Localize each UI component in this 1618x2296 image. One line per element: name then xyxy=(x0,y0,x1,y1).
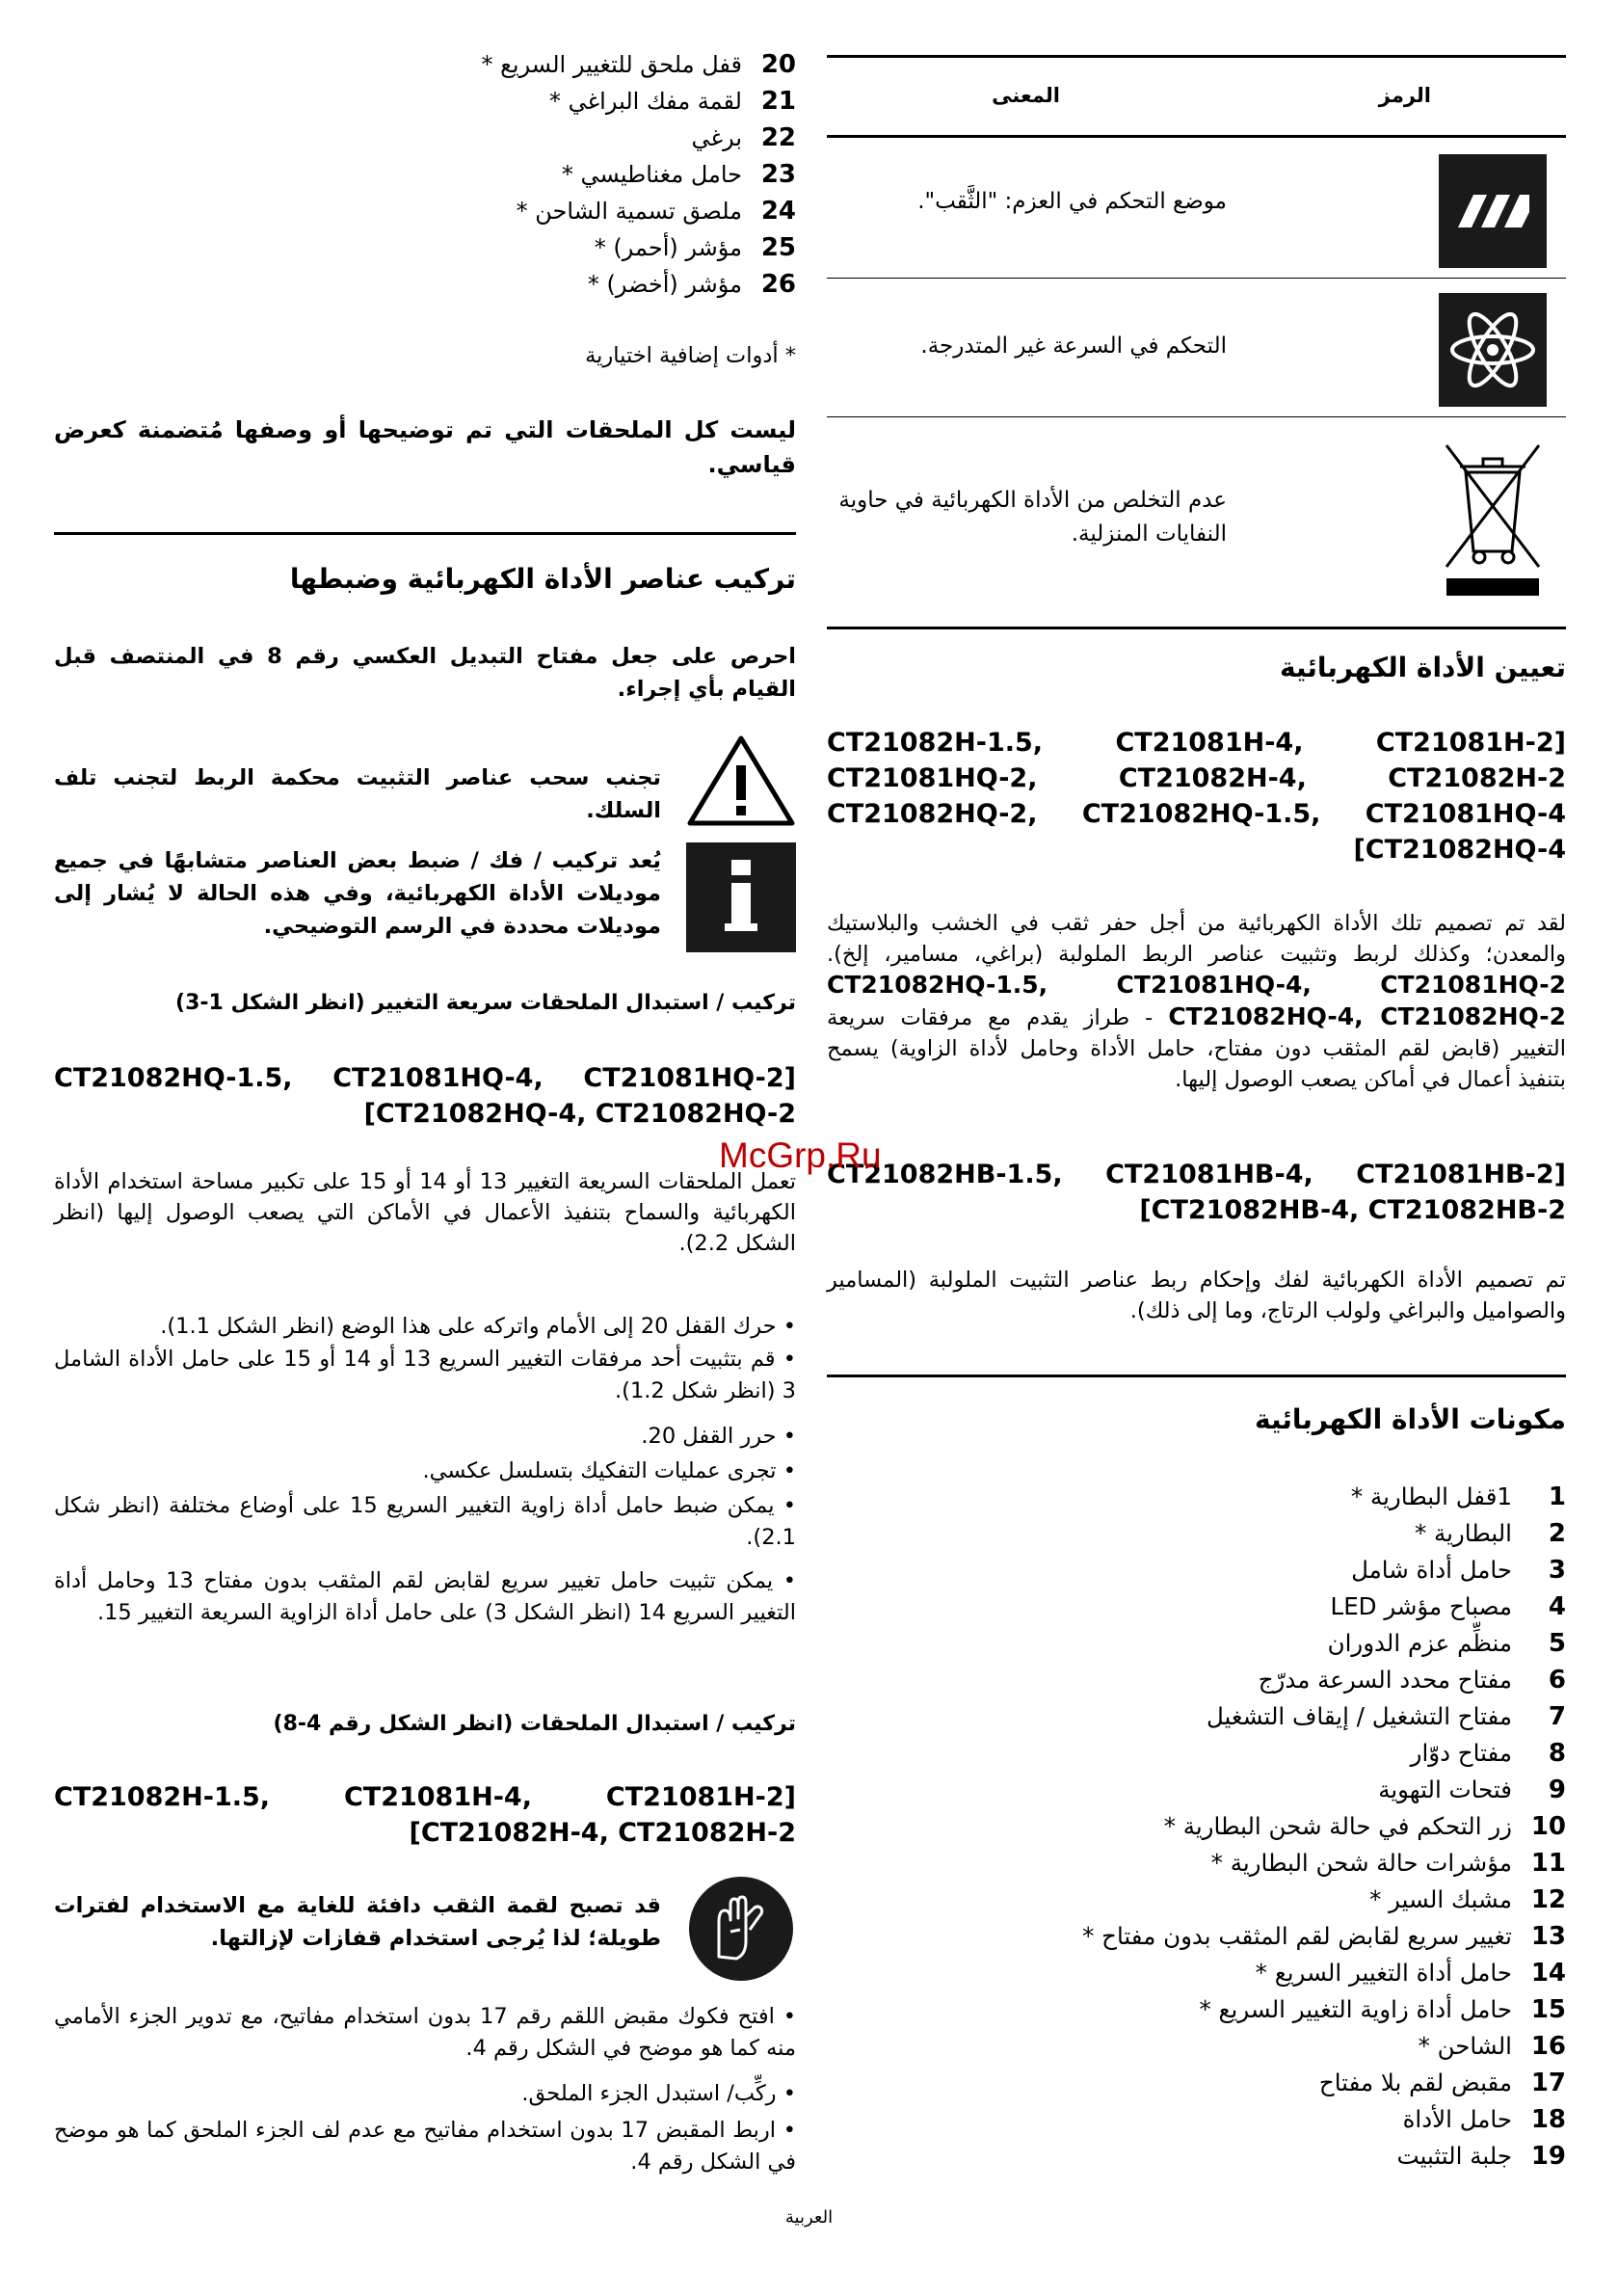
list-item xyxy=(595,233,796,262)
model-code: CT21082HB-1.5, xyxy=(827,1160,1063,1189)
bullet-text: اربط المقبض 17 بدون استخدام مفاتيح مع عدم لف الجزء الملحق كما هو موضح في الشكل رقم 4. xyxy=(54,2118,796,2175)
warning-triangle-icon xyxy=(686,733,796,842)
designation-heading: تعيين الأداة الكهربائية xyxy=(1279,652,1566,683)
weee-bin-icon xyxy=(1439,438,1547,601)
item-label: لقمة مفك البراغي * xyxy=(549,88,742,115)
model-code: CT21081H-4, xyxy=(343,1782,532,1812)
item-number: 13 xyxy=(1530,1922,1566,1951)
list-item xyxy=(562,160,796,189)
item-label: مؤشر (أحمر) * xyxy=(594,234,742,261)
row-rule xyxy=(827,416,1566,417)
model-row xyxy=(827,761,1566,796)
item-number: 6 xyxy=(1548,1666,1566,1695)
symbol-row xyxy=(827,418,1566,611)
model-code: CT21082HQ-1.5, xyxy=(1081,799,1321,829)
model-code: [CT21082HQ-4 xyxy=(1353,835,1566,865)
bullet-text: حرر القفل 20. xyxy=(641,1424,777,1449)
item-number: 8 xyxy=(1548,1739,1566,1768)
designation-paragraph-2: تم تصميم الأداة الكهربائية لفك وإحكام ربط عناصر التثبيت الملولبة (المسامير والصواميل والبراغي ولولب الرتاج، وما إلى ذلك). xyxy=(827,1268,1566,1323)
gloves-icon xyxy=(686,1874,796,1984)
model-row xyxy=(827,1192,1566,1228)
symbol-row xyxy=(827,135,1566,280)
item-label: مؤشر (أخضر) * xyxy=(587,271,742,298)
model-code: CT21082H-4, xyxy=(1118,763,1307,793)
model-code: CT21081H-4, xyxy=(1115,728,1304,758)
model-row xyxy=(54,1779,796,1815)
list-item xyxy=(1351,1556,1566,1592)
item-label: مقبض لقم بلا مفتاح xyxy=(1318,2069,1512,2096)
components-heading: مكونات الأداة الكهربائية xyxy=(1254,1403,1566,1435)
assembly-heading: تركيب عناصر الأداة الكهربائية وضبطها xyxy=(289,563,796,595)
bullet-text: تجرى عمليات التفكيك بتسلسل عكسي. xyxy=(422,1458,777,1483)
item-label: تغيير سريع لقابض لقم المثقب بدون مفتاح * xyxy=(1082,1922,1512,1950)
model-code: CT21081HQ-2] xyxy=(583,1063,796,1093)
item-label: مؤشرات حالة شحن البطارية * xyxy=(1210,1849,1512,1877)
model-code: CT21081HQ-4, xyxy=(332,1063,544,1093)
list-item: • حرك القفل 20 إلى الأمام واتركه على هذا الوضع (انظر الشكل 1.1). xyxy=(160,1314,796,1339)
symbol-row xyxy=(827,280,1566,414)
model-row xyxy=(54,1096,796,1132)
subsection-heading-2: تركيب / استبدال الملحقات (انظر الشكل رقم 4-8) xyxy=(273,1712,796,1736)
variable-speed-icon xyxy=(1439,293,1547,407)
list-item xyxy=(1256,1959,1566,1995)
quick-change-paragraph: تعمل الملحقات السريعة التغيير 13 أو 14 أو 15 على تكبير مساحة استخدام الأداة الكهربائية والسماح بتنفيذ الأعمال في الأماكن التي يصعب الوصول إليها (انظر الشكل 2.2). xyxy=(54,1169,797,1256)
list-item: • ركِّب/ استبدل الجزء الملحق. xyxy=(521,2081,796,2106)
item-number: 9 xyxy=(1548,1775,1566,1804)
list-item xyxy=(1328,1629,1566,1666)
item-label: حامل مغناطيسي * xyxy=(561,161,742,188)
model-code: [CT21082HB-4, CT21082HB-2 xyxy=(1139,1195,1566,1225)
model-row xyxy=(827,725,1566,761)
model-list-3 xyxy=(54,1060,796,1132)
model-list-2 xyxy=(827,1157,1566,1228)
item-label: الشاحن * xyxy=(1418,2032,1512,2060)
list-item xyxy=(588,270,796,299)
list-item xyxy=(1164,1812,1566,1849)
item-number: 17 xyxy=(1530,2069,1566,2097)
model-code: CT21081HB-2] xyxy=(1356,1160,1566,1189)
page-footer-language: العربية xyxy=(784,2207,834,2228)
list-item xyxy=(1369,1885,1566,1922)
list-item xyxy=(1397,2142,1566,2178)
model-code: [CT21082HQ-4, CT21082HQ-2 xyxy=(363,1099,796,1129)
caution-text: تجنب سحب عناصر التثبيت محكمة الربط لتجنب تلف السلك. xyxy=(54,765,661,823)
model-code: CT21081HQ-2, xyxy=(827,763,1038,793)
model-code: CT21082H-2 xyxy=(1388,763,1566,793)
item-label: مصباح مؤشر LED xyxy=(1330,1592,1512,1620)
model-row xyxy=(54,1060,796,1096)
designation-paragraph-1 xyxy=(827,908,1566,1095)
list-item xyxy=(1199,1995,1566,2032)
model-row xyxy=(54,1815,796,1851)
item-label: حامل أداة زاوية التغيير السريع * xyxy=(1199,1995,1512,2023)
subsection-heading-1: تركيب / استبدال الملحقات سريعة التغيير (انظر الشكل 1-3) xyxy=(175,991,796,1015)
header-meaning: المعنى xyxy=(992,84,1060,107)
model-codes-inline: CT21082HQ-4, CT21082HQ-2 xyxy=(1168,1002,1566,1030)
list-item xyxy=(517,197,796,226)
list-item xyxy=(1331,1592,1566,1629)
item-number: 3 xyxy=(1548,1556,1566,1585)
item-number: 12 xyxy=(1530,1885,1566,1914)
list-item: • حرر القفل 20. xyxy=(641,1424,796,1449)
drill-mode-icon xyxy=(1439,154,1547,268)
bullet-text: يمكن تثبيت حامل تغيير سريع لقابض لقم المثقب بدون مفتاح 13 وحامل أداة التغيير السريع 14 (انظر الشكل 3) على حامل أداة الزاوية السريعة التغيير 15. xyxy=(54,1568,796,1625)
model-row xyxy=(827,832,1566,868)
symbol-meaning: التحكم في السرعة غير المتدرجة. xyxy=(920,334,1227,359)
model-row xyxy=(827,796,1566,832)
item-label: مفتاح محدد السرعة مدرّج xyxy=(1258,1666,1512,1694)
info-text: يُعد تركيب / فك / ضبط بعض العناصر متشابهًا في جميع موديلات الأداة الكهربائية، وفي هذه الحالة لا يُشار إلى موديلات محددة في الرسم التوضيحي. xyxy=(54,848,661,939)
item-label: البطارية * xyxy=(1414,1519,1512,1547)
item-label: مفتاح التشغيل / إيقاف التشغيل xyxy=(1206,1702,1512,1730)
bullet-text: افتح فكوك مقبض اللقم رقم 17 بدون استخدام مفاتيح، مع تدوير الجزء الأمامي منه كما هو موضح في الشكل رقم 4. xyxy=(54,2004,796,2061)
watermark-text: McGrp.Ru xyxy=(719,1135,882,1175)
list-item xyxy=(1351,1482,1566,1519)
bullet-text: حرك القفل 20 إلى الأمام واتركه على هذا الوضع (انظر الشكل 1.1). xyxy=(160,1314,777,1339)
paragraph-text: لقد تم تصميم تلك الأداة الكهربائية من أجل حفر ثقب في الخشب والبلاستيك والمعدن؛ وكذلك لربط وتثبيت عناصر الربط الملولبة (براغي، مسامير، إلخ). xyxy=(827,911,1566,967)
item-number: 7 xyxy=(1548,1702,1566,1731)
item-number: 5 xyxy=(1548,1629,1566,1658)
gloves-warning: قد تصبح لقمة الثقب دافئة للغاية مع الاستخدام لفترات طويلة؛ لذا يُرجى استخدام قفازات لإزالتها. xyxy=(54,1893,661,1951)
item-label: حامل أداة التغيير السريع * xyxy=(1255,1959,1512,1987)
symbol-meaning: عدم التخلص من الأداة الكهربائية في حاوية النفايات المنزلية. xyxy=(838,488,1227,547)
item-number: 26 xyxy=(760,270,796,299)
symbol-meaning: موضع التحكم في العزم: "الثَّقب". xyxy=(917,189,1227,214)
item-number: 15 xyxy=(1530,1995,1566,2024)
model-code: CT21082HQ-1.5, xyxy=(54,1063,293,1093)
optional-footnote: * أدوات إضافية اختيارية xyxy=(585,343,796,368)
item-label: فتحات التهوية xyxy=(1378,1775,1512,1803)
list-item xyxy=(549,87,796,116)
item-label: قفل ملحق للتغيير السريع * xyxy=(481,51,742,78)
item-number: 2 xyxy=(1548,1519,1566,1548)
item-number: 21 xyxy=(760,87,796,116)
model-code: CT21082H-1.5, xyxy=(54,1782,271,1812)
item-number: 22 xyxy=(760,123,796,152)
bullet-text: قم بتثبيت أحد مرفقات التغيير السريع 13 أو 14 أو 15 على حامل الأداة الشامل 3 (انظر شكل 1.2). xyxy=(54,1347,796,1403)
section-rule xyxy=(827,1375,1566,1377)
model-code: CT21081H-2] xyxy=(605,1782,796,1812)
table-top-rule xyxy=(827,55,1566,58)
model-code: [CT21082H-4, CT21082H-2 xyxy=(409,1818,796,1848)
item-number: 25 xyxy=(760,233,796,262)
model-codes-inline: CT21082HQ-1.5, CT21081HQ-4, CT21081HQ-2 xyxy=(827,971,1566,999)
paragraph-text: - طراز يقدم مع مرفقات سريعة التغيير (قابض لقم المثقب دون مفتاح، حامل الأداة وحامل لأداة الزاوية) يسمح بتنفيذ أعمال في أماكن يصعب الوصول إليها. xyxy=(827,1005,1566,1092)
list-item xyxy=(692,123,796,152)
list-item: • يمكن ضبط حامل أداة زاوية التغيير السريع 15 على أوضاع مختلفة (انظر شكل 2.1). xyxy=(54,1493,796,1550)
model-code: CT21082H-1.5, xyxy=(827,728,1044,758)
list-item: • يمكن تثبيت حامل تغيير سريع لقابض لقم المثقب بدون مفتاح 13 وحامل أداة التغيير السريع 14 (انظر الشكل 3) على حامل أداة الزاوية السريعة التغيير 15. xyxy=(54,1568,796,1625)
list-item xyxy=(1259,1666,1566,1702)
list-item xyxy=(1082,1922,1566,1959)
item-number: 19 xyxy=(1530,2142,1566,2171)
bullet-text: ركِّب/ استبدل الجزء الملحق. xyxy=(521,2081,777,2106)
item-label: مفتاح دوّار xyxy=(1410,1739,1512,1767)
item-label: جلبة التثبيت xyxy=(1396,2142,1512,2170)
item-number: 4 xyxy=(1548,1592,1566,1621)
list-item: • افتح فكوك مقبض اللقم رقم 17 بدون استخدام مفاتيح، مع تدوير الجزء الأمامي منه كما هو موضح في الشكل رقم 4. xyxy=(54,2004,796,2061)
item-label: ملصق تسمية الشاحن * xyxy=(516,198,742,225)
list-item xyxy=(1411,1739,1566,1775)
item-number: 16 xyxy=(1530,2032,1566,2061)
row-rule xyxy=(827,278,1566,279)
info-icon xyxy=(686,842,796,952)
list-item xyxy=(1207,1702,1566,1739)
header-symbol: الرمز xyxy=(1378,84,1431,107)
model-row xyxy=(827,1157,1566,1192)
accessories-note: ليست كل الملحقات التي تم توضيحها أو وصفها مُتضمنة كعرض قياسي. xyxy=(54,416,796,478)
item-label: برغي xyxy=(691,124,742,151)
section-rule xyxy=(54,532,796,535)
list-item xyxy=(1403,2105,1566,2142)
item-label: حامل أداة شامل xyxy=(1351,1556,1512,1584)
model-code: CT21082HQ-2, xyxy=(827,799,1038,829)
symbols-table-header xyxy=(827,75,1566,133)
list-item xyxy=(1211,1849,1566,1885)
model-list-1 xyxy=(827,725,1566,868)
list-item: • اربط المقبض 17 بدون استخدام مفاتيح مع عدم لف الجزء الملحق كما هو موضح في الشكل رقم 4. xyxy=(54,2118,796,2175)
list-item xyxy=(1378,1775,1566,1812)
item-number: 1 xyxy=(1548,1482,1566,1511)
list-item xyxy=(481,50,796,79)
model-list-4 xyxy=(54,1779,796,1851)
list-item xyxy=(1419,2032,1566,2069)
list-item xyxy=(1415,1519,1566,1556)
list-item xyxy=(1319,2069,1566,2105)
item-number: 23 xyxy=(760,160,796,189)
bullet-text: يمكن ضبط حامل أداة زاوية التغيير السريع 15 على أوضاع مختلفة (انظر شكل 2.1). xyxy=(54,1493,796,1550)
model-code: CT21081HB-4, xyxy=(1105,1160,1313,1189)
item-label: مشبك السير * xyxy=(1369,1885,1512,1913)
table-bottom-rule xyxy=(827,627,1566,629)
item-number: 20 xyxy=(760,50,796,79)
item-number: 14 xyxy=(1530,1959,1566,1988)
item-label: منظِّم عزم الدوران xyxy=(1327,1629,1512,1657)
model-code: CT21081HQ-4 xyxy=(1365,799,1566,829)
item-label: زر التحكم في حالة شحن البطارية * xyxy=(1163,1812,1512,1840)
item-number: 18 xyxy=(1530,2105,1566,2134)
model-code: CT21081H-2] xyxy=(1375,728,1566,758)
item-label: 1قفل البطارية * xyxy=(1350,1482,1512,1510)
list-item: • تجرى عمليات التفكيك بتسلسل عكسي. xyxy=(422,1458,796,1483)
reverse-switch-warning: احرص على جعل مفتاح التبديل العكسي رقم 8 في المنتصف قبل القيام بأي إجراء. xyxy=(54,644,797,702)
list-item: • قم بتثبيت أحد مرفقات التغيير السريع 13 أو 14 أو 15 على حامل الأداة الشامل 3 (انظر شكل 1.2). xyxy=(54,1347,796,1403)
item-number: 10 xyxy=(1530,1812,1566,1841)
item-number: 11 xyxy=(1530,1849,1566,1878)
item-label: حامل الأداة xyxy=(1402,2105,1512,2133)
item-number: 24 xyxy=(760,197,796,226)
